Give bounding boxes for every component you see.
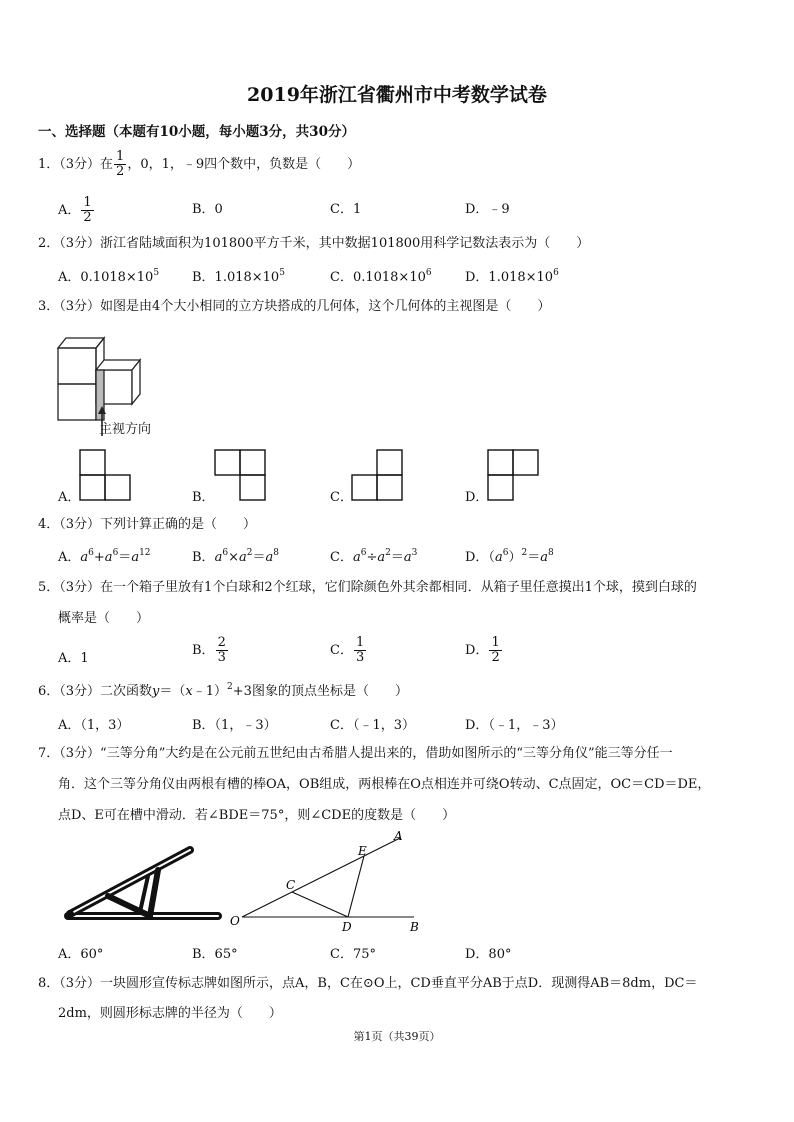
q2-b-base: B．1.018×10 xyxy=(192,270,280,285)
question-4: 4．（3分）下列计算正确的是（ ） xyxy=(38,517,257,532)
q5-option-a[interactable]: A．1 xyxy=(58,651,89,666)
q3-option-d-label[interactable]: D． xyxy=(465,490,489,505)
q5-option-d[interactable] xyxy=(465,636,503,665)
q1-option-b[interactable]: B．0 xyxy=(192,202,223,217)
question-2: 2．（3分）浙江省陆域面积为101800平方千米，其中数据101800用科学记数法表示为（ ） xyxy=(38,236,590,251)
q2-c-exp: 6 xyxy=(425,268,432,278)
q2-option-c[interactable] xyxy=(330,266,432,285)
q5-d-label: D． xyxy=(465,643,489,658)
view-direction-caption: 主视方向 xyxy=(99,422,152,437)
q3-option-a-label[interactable]: A． xyxy=(58,490,81,505)
q2-a-base: A．0.1018×10 xyxy=(58,270,154,285)
q5-c-num: 1 xyxy=(355,635,365,650)
question-7-line2: 角．这个三等分角仪由两根有槽的棒OA，OB组成，两根棒在O点相连并可绕O转动、C点固定，OC＝CD＝DE， xyxy=(58,777,711,792)
q3-option-c-figure[interactable] xyxy=(351,449,405,501)
q7-option-a[interactable]: A．60° xyxy=(58,947,104,962)
q5-b-den: 3 xyxy=(217,650,226,665)
q4-option-b[interactable]: B．$a^6\times a^2=a^8$ xyxy=(192,548,279,565)
q1-a-num: 1 xyxy=(83,195,92,210)
q4-option-d[interactable]: D．$(a^6)^2=a^8$ xyxy=(465,548,554,565)
q5-b-num: 2 xyxy=(217,635,226,650)
q6-pre: 6．（3分）二次函数 xyxy=(38,684,153,699)
q5-c-label: C． xyxy=(330,643,353,658)
label-E: E xyxy=(358,844,367,858)
q3-option-b-label[interactable]: B． xyxy=(192,490,215,505)
question-8-line1: 8．（3分）一块圆形宣传标志牌如图所示，点A，B，C在⊙O上，CD垂直平分AB于点D．现测得AB＝8dm，DC＝ xyxy=(38,976,698,991)
label-C: C xyxy=(286,878,296,892)
q3-option-d-figure[interactable] xyxy=(487,449,541,501)
q6-mid: ＝（ xyxy=(159,684,186,699)
q6-option-a[interactable]: A．（1，3） xyxy=(58,718,130,733)
q2-c-base: C．0.1018×10 xyxy=(330,270,426,285)
q7-option-c[interactable]: C．75° xyxy=(330,947,376,962)
q4-option-c[interactable]: C．$a^6\div a^2=a^3$ xyxy=(330,548,418,565)
q2-a-exp: 5 xyxy=(153,268,160,278)
q5-d-num: 1 xyxy=(491,635,500,650)
q5-b-label: B． xyxy=(192,643,215,658)
q6-option-b[interactable]: B．（1，﹣3） xyxy=(192,718,277,733)
section-heading: 一、选择题（本题有10小题，每小题3分，共30分） xyxy=(38,124,355,140)
page-footer: 第1页（共39页） xyxy=(353,1030,441,1043)
question-8-line2: 2dm，则圆形标志牌的半径为（ ） xyxy=(58,1006,282,1021)
q2-d-exp: 6 xyxy=(553,268,559,278)
q1-a-den: 2 xyxy=(83,210,92,225)
q1-option-a-label: A． xyxy=(58,203,81,218)
q2-option-a[interactable] xyxy=(58,266,159,285)
q1-option-a[interactable] xyxy=(58,196,95,225)
question-5-line1: 5．（3分）在一个箱子里放有1个白球和2个红球，它们除颜色外其余都相同．从箱子里任意摸出1个球，摸到白球的 xyxy=(38,580,697,595)
q6-var-x: x xyxy=(185,684,193,699)
q5-option-b[interactable] xyxy=(192,636,229,665)
q5-option-c[interactable] xyxy=(330,636,367,665)
trisector-device-image xyxy=(58,840,228,930)
question-6 xyxy=(38,682,408,702)
q5-d-den: 2 xyxy=(491,650,500,665)
q1-fraction xyxy=(114,150,126,179)
question-5-line2: 概率是（ ） xyxy=(58,611,150,626)
q4-option-a[interactable]: A．$a^6+a^6=a^{12}$ xyxy=(58,548,151,565)
q3-option-c-label[interactable]: C． xyxy=(330,490,353,505)
label-D: D xyxy=(342,920,352,934)
question-7-line1: 7．（3分）“三等分角”大约是在公元前五世纪由古希腊人提出来的，借助如图所示的“三等分角仪”能三等分任一 xyxy=(38,746,673,761)
q6-option-d[interactable]: D．（﹣1，﹣3） xyxy=(465,718,564,733)
q3-option-b-figure[interactable] xyxy=(214,449,268,501)
label-B: B xyxy=(410,920,419,934)
q1-rest: ，0，1，﹣9四个数中，负数是（ ） xyxy=(127,157,361,172)
q2-b-exp: 5 xyxy=(279,268,285,278)
q2-d-base: D．1.018×10 xyxy=(465,270,554,285)
q2-option-b[interactable] xyxy=(192,266,285,285)
q2-option-d[interactable] xyxy=(465,266,559,285)
q6-var-y: y xyxy=(152,684,160,699)
question-3: 3．（3分）如图是由4个大小相同的立方块搭成的几何体，这个几何体的主视图是（ ） xyxy=(38,299,551,314)
q6-option-c[interactable]: C．（﹣1，3） xyxy=(330,718,415,733)
q1-option-c[interactable]: C．1 xyxy=(330,202,362,217)
q1-frac-den: 2 xyxy=(116,164,125,179)
label-A: A xyxy=(394,829,403,843)
q6-post: ﹣1） xyxy=(192,684,228,699)
question-7-line3: 点D、E可在槽中滑动．若∠BDE＝75°，则∠CDE的度数是（ ） xyxy=(58,808,456,823)
angle-trisector-diagram xyxy=(228,828,428,934)
q6-exp: 2 xyxy=(227,682,233,692)
q7-option-d[interactable]: D．80° xyxy=(465,947,512,962)
q1-option-d[interactable]: D．﹣9 xyxy=(465,202,510,217)
label-O: O xyxy=(230,914,240,928)
q6-tail: +3图象的顶点坐标是（ ） xyxy=(232,684,408,699)
page-title: 2019年浙江省衢州市中考数学试卷 xyxy=(247,84,547,106)
q3-option-a-figure[interactable] xyxy=(79,449,133,501)
q1-prefix: 1．（3分）在 xyxy=(38,157,114,172)
q5-c-den: 3 xyxy=(355,650,365,665)
q1-frac-num: 1 xyxy=(116,149,125,164)
question-1 xyxy=(38,150,360,179)
q7-option-b[interactable]: B．65° xyxy=(192,947,238,962)
